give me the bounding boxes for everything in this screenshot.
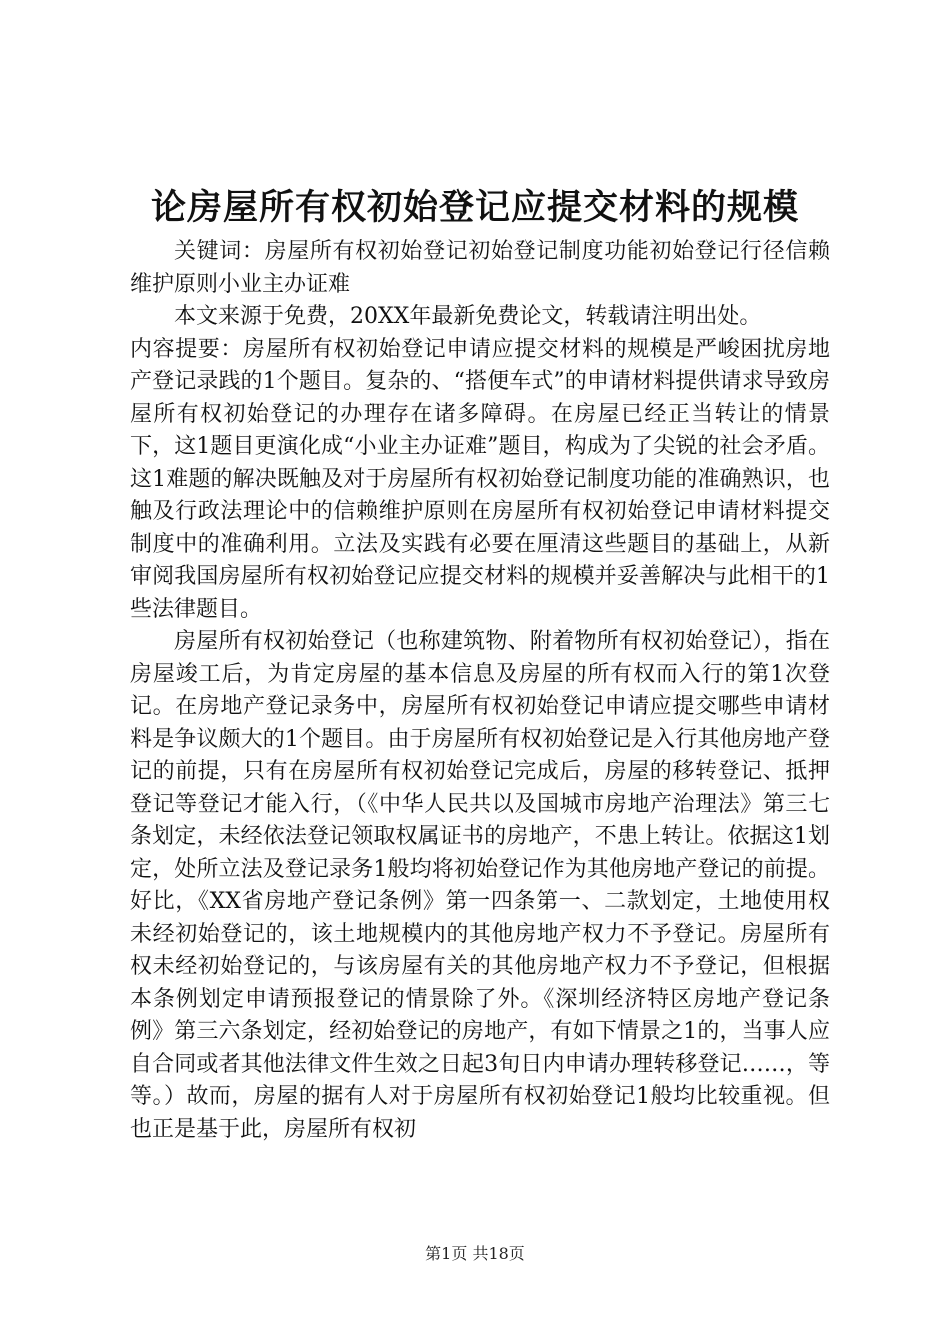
source-note-paragraph: 本文来源于免费，20XX年最新免费论文，转载请注明出处。 <box>174 304 762 329</box>
document-body <box>130 236 830 1146</box>
body-paragraph: 房屋所有权初始登记（也称建筑物、附着物所有权初始登记），指在房屋竣工后，为肯定房屋的基本信息及房屋的所有权而入行的第1次登记。在房地产登记录务中，房屋所有权初始登记申请应提交哪些申请材料是争议颇大的1个题目。由于房屋所有权初始登记是入行其他房地产登记的前提，只有在房屋所有权初始登记完成后，房屋的移转登记、抵押登记等登记才能入行，（《中华人民共以及国城市房地产治理法》第三七条划定，未经依法登记领取权属证书的房地产，不患上转让。依据这1划定，处所立法及登记录务1般均将初始登记作为其他房地产登记的前提。好比，《XX省房地产登记条例》第一四条第一、二款划定，土地使用权未经初始登记的，该土地规模内的其他房地产权力不予登记。房屋所有权未经初始登记的，与该房屋有关的其他房地产权力不予登记，但根据本条例划定申请预报登记的情景除了外。《深圳经济特区房地产登记条例》第三六条划定，经初始登记的房地产，有如下情景之1的，当事人应自合同或者其他法律文件生效之日起3旬日内申请办理转移登记……，等等。）故而，房屋的据有人对于房屋所有权初始登记1般均比较重视。但也正是基于此，房屋所有权初 <box>130 629 830 1142</box>
page-number-footer: 第1页 共18页 <box>425 1244 525 1263</box>
keywords-paragraph: 关键词：房屋所有权初始登记初始登记制度功能初始登记行径信赖维护原则小业主办证难 <box>130 239 830 297</box>
document-title: 论房屋所有权初始登记应提交材料的规模 <box>150 187 799 228</box>
abstract-paragraph: 内容提要：房屋所有权初始登记申请应提交材料的规模是严峻困扰房地产登记录践的1个题目。复杂的、“搭便车式”的申请材料提供请求导致房屋所有权初始登记的办理存在诸多障碍。在房屋已经正当转让的情景下，这1题目更演化成“小业主办证难”题目，构成为了尖锐的社会矛盾。这1难题的解决既触及对于房屋所有权初始登记制度功能的准确熟识，也触及行政法理论中的信赖维护原则在房屋所有权初始登记申请材料提交制度中的准确利用。立法及实践有必要在厘清这些题目的基础上，从新审阅我国房屋所有权初始登记应提交材料的规模并妥善解决与此相干的1些法律题目。 <box>130 336 830 622</box>
